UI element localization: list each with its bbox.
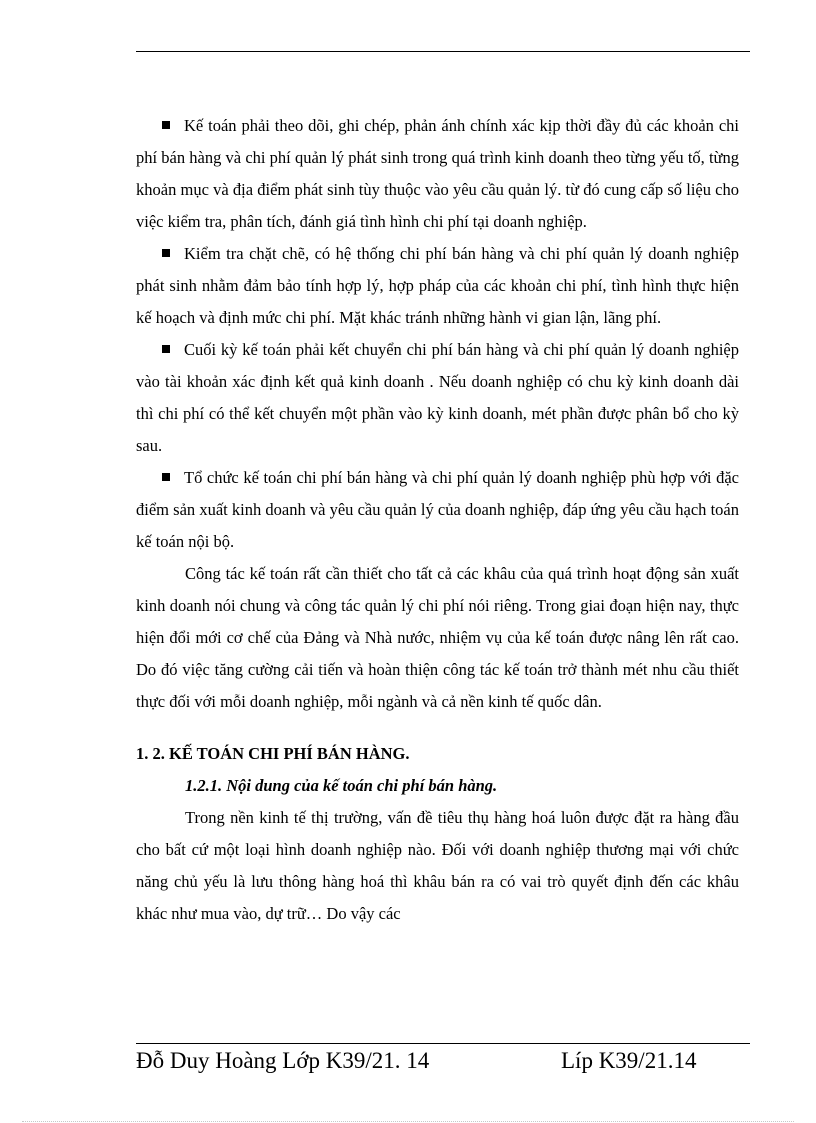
square-bullet-icon xyxy=(162,121,170,129)
subsection-heading: 1.2.1. Nội dung của kế toán chi phí bán hàng. xyxy=(185,776,498,795)
bullet-paragraph-4 xyxy=(136,462,739,558)
body-paragraph-2: Trong nền kinh tế thị trường, vấn đề tiêu thụ hàng hoá luôn được đặt ra hàng đầu cho bất cứ một loại hình doanh nghiệp nào. Đối với doanh nghiệp thương mại với chức năng chủ yếu là lưu thông hàng hoá thì khâu bán ra có vai trò quyết định đến các khâu khác như mua vào, dự trữ… Do vậy các xyxy=(136,808,739,923)
bullet-paragraph-3 xyxy=(136,334,739,462)
square-bullet-icon xyxy=(162,473,170,481)
section-heading: 1. 2. KẾ TOÁN CHI PHÍ BÁN HÀNG. xyxy=(136,744,410,763)
bullet-text-1: Kế toán phải theo dõi, ghi chép, phản ánh chính xác kịp thời đầy đủ các khoản chi phí bán hàng và chi phí quản lý phát sinh trong quá trình kinh doanh theo từng yếu tố, từng khoản mục và địa điểm phát sinh tùy thuộc vào yêu cầu quản lý. từ đó cung cấp số liệu cho việc kiểm tra, phân tích, đánh giá tình hình chi phí tại doanh nghiệp. xyxy=(136,116,739,231)
footer-author: Đỗ Duy Hoàng Lớp K39/21. 14 xyxy=(136,1048,430,1073)
bullet-paragraph-1 xyxy=(136,110,739,238)
header-rule xyxy=(136,51,750,52)
square-bullet-icon xyxy=(162,345,170,353)
bullet-text-2: Kiểm tra chặt chẽ, có hệ thống chi phí bán hàng và chi phí quản lý doanh nghiệp phát sinh nhằm đảm bảo tính hợp lý, hợp pháp của các khoản chi phí, tình hình thực hiện kế hoạch và định mức chi phí. Mặt khác tránh những hành vi gian lận, lãng phí. xyxy=(136,244,739,327)
body-paragraph-1: Công tác kế toán rất cần thiết cho tất cả các khâu của quá trình hoạt động sản xuất kinh doanh nói chung và công tác quản lý chi phí nói riêng. Trong giai đoạn hiện nay, thực hiện đổi mới cơ chế của Đảng và Nhà nước, nhiệm vụ của kế toán được nâng lên rất cao. Do đó việc tăng cường cải tiến và hoàn thiện công tác kế toán trở thành mét nhu cầu thiết thực đối với mỗi doanh nghiệp, mỗi ngành và cả nền kinh tế quốc dân. xyxy=(136,564,739,711)
bullet-paragraph-2 xyxy=(136,238,739,334)
square-bullet-icon xyxy=(162,249,170,257)
bullet-text-3: Cuối kỳ kế toán phải kết chuyển chi phí bán hàng và chi phí quản lý doanh nghiệp vào tài khoản xác định kết quả kinh doanh . Nếu doanh nghiệp có chu kỳ kinh doanh dài thì chi phí có thể kết chuyển một phần vào kỳ kinh doanh, mét phần được phân bổ cho kỳ sau. xyxy=(136,340,739,455)
document-body xyxy=(136,110,739,930)
bullet-text-4: Tổ chức kế toán chi phí bán hàng và chi phí quản lý doanh nghiệp phù hợp với đặc điểm sản xuất kinh doanh và yêu cầu quản lý của doanh nghiệp, đáp ứng yêu cầu hạch toán kế toán nội bộ. xyxy=(136,468,739,551)
footer-class: Líp K39/21.14 xyxy=(561,1048,697,1073)
page-edge xyxy=(22,1121,794,1122)
footer-rule xyxy=(136,1043,750,1044)
